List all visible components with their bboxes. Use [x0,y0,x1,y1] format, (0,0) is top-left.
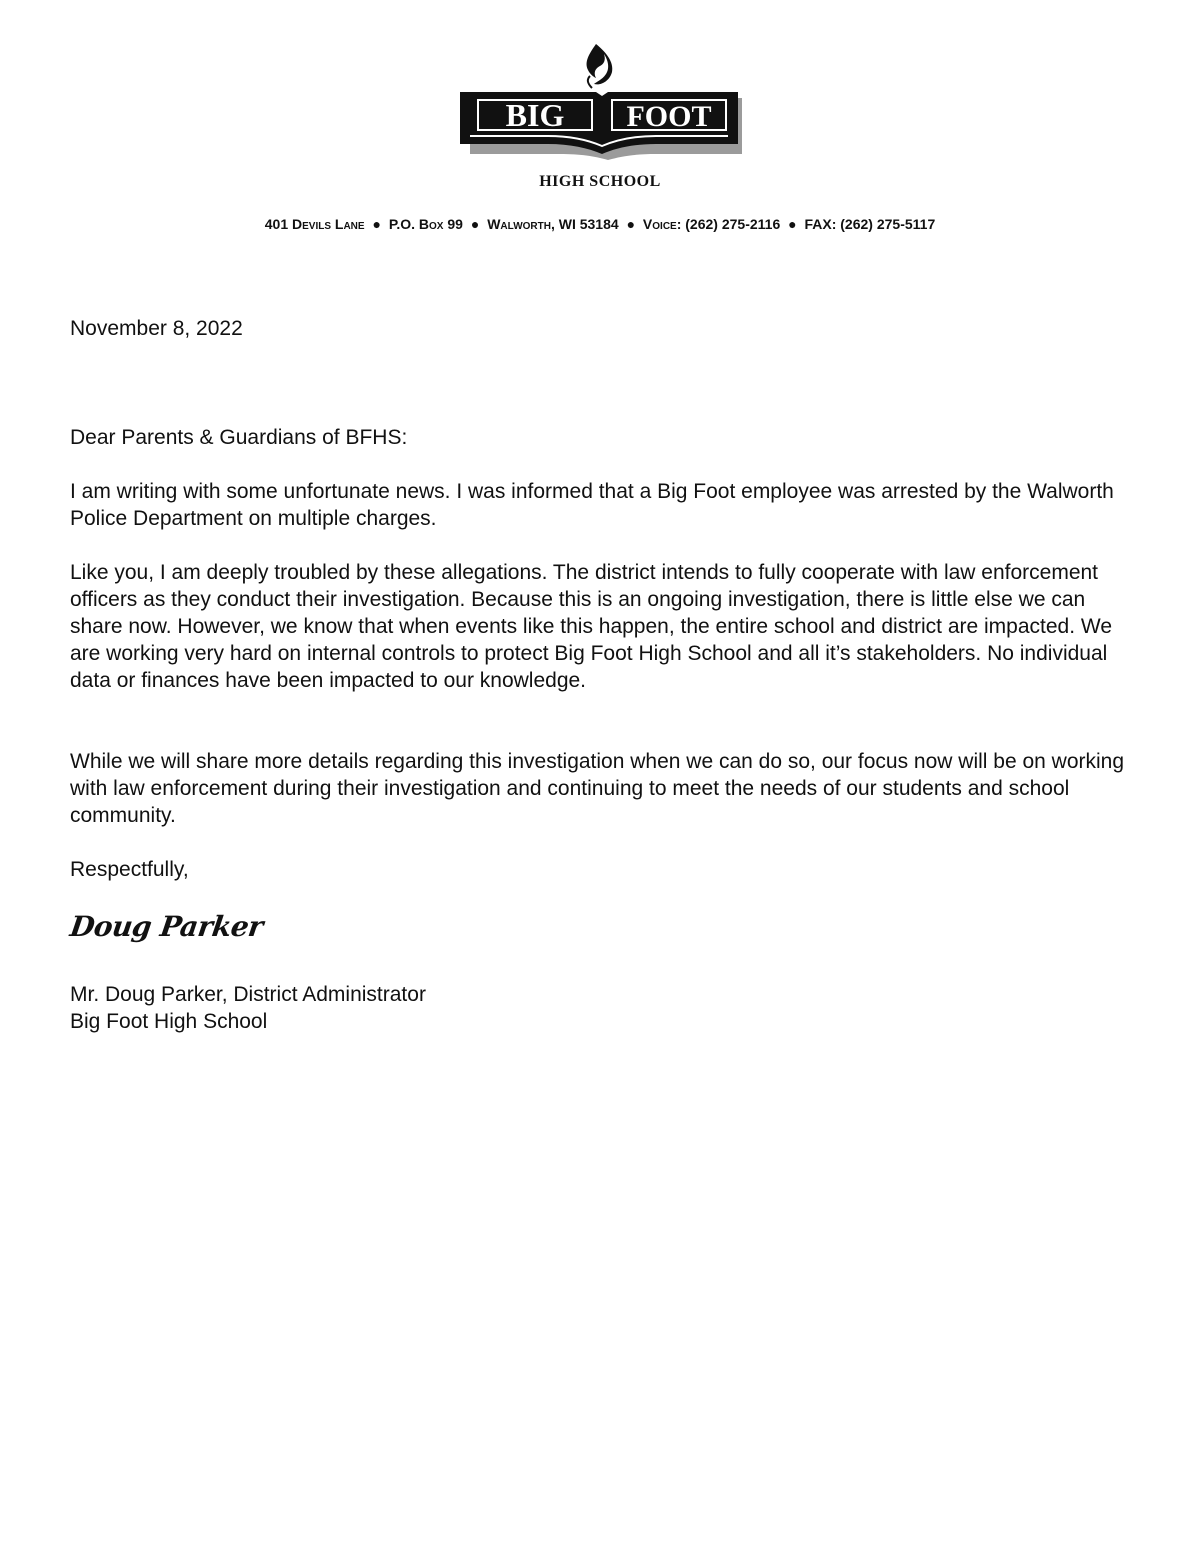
contact-line [0,216,1200,232]
fax-label: FAX: [804,216,837,232]
bullet-icon: ● [372,216,381,232]
letter-date: November 8, 2022 [70,317,243,340]
bullet-icon: ● [788,216,797,232]
fax-number: (262) 275-5117 [840,216,936,232]
letter-paragraph: I am writing with some unfortunate news. I was informed that a Big Foot employee was arrested by the Walworth Police Department on multiple charges. [70,480,1114,530]
letter-closing: Respectfully, [70,858,189,881]
school-subtitle: HIGH SCHOOL [539,173,661,190]
bullet-icon: ● [626,216,636,232]
voice-number: (262) 275-2116 [685,216,781,232]
school-logo [456,40,748,160]
logo-text-foot: FOOT [626,100,712,133]
signer-organization: Big Foot High School [70,1010,268,1033]
signer-name-title: Mr. Doug Parker, District Administrator [70,983,426,1006]
address-po-box: P.O. Box 99 [388,216,463,232]
address-city: Walworth, WI 53184 [487,216,619,232]
voice-label: Voice: [642,216,682,232]
address-street: 401 Devils Lane [264,216,365,232]
open-book-flame-logo-icon [456,40,748,160]
bullet-icon: ● [470,216,480,232]
letter-paragraph: Like you, I am deeply troubled by these allegations. The district intends to fully cooperate with law enforcement officers as they conduct their investigation. Because this is an ongoing investigation, there is little else we can share now. However, we know that when events like this happen, the entire school and district are impacted. We are working very hard on internal controls to protect Big Foot High School and all it’s stakeholders. No individual data or finances have been impacted to our knowledge. [70,561,1113,692]
handwritten-signature: Doug Parker [68,910,265,943]
letter-paragraph: While we will share more details regarding this investigation when we can do so, our focus now will be on working with law enforcement during their investigation and continuing to meet the needs of our students and school community. [70,750,1125,827]
letter-greeting: Dear Parents & Guardians of BFHS: [70,426,408,449]
logo-text-big: BIG [505,97,565,133]
